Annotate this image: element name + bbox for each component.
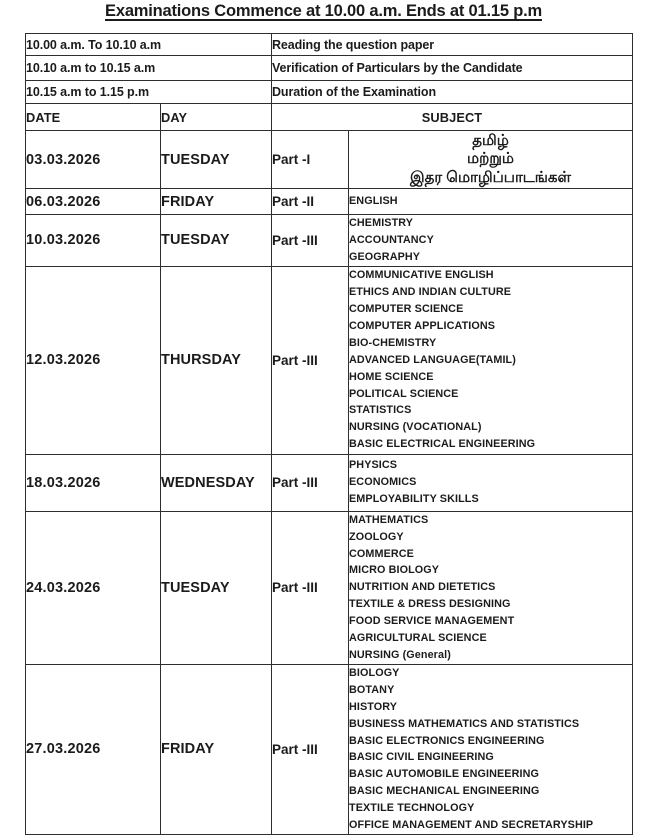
subject-line: PHYSICS [349,459,398,472]
exam-subjects [349,215,633,267]
schedule-row [26,189,633,215]
exam-day: WEDNESDAY [161,454,272,511]
subject-line: தமிழ் [472,131,509,149]
subject-line: CHEMISTRY [349,217,414,229]
exam-part: Part -III [272,215,349,267]
subject-line: AGRICULTURAL SCIENCE [349,632,487,645]
schedule-row [26,664,633,834]
info-row [26,81,633,104]
column-header-row [26,104,633,131]
info-description: Reading the question paper [272,34,633,56]
subject-line: BOTANY [349,683,395,696]
subject-line: COMMERCE [349,547,414,560]
exam-subjects [349,189,633,215]
subject-line: BASIC MECHANICAL ENGINEERING [349,785,540,798]
subject-line: NURSING (General) [349,648,451,661]
info-time: 10.00 a.m. To 10.10 a.m [26,34,272,56]
subject-line: ENGLISH [349,195,398,208]
info-description: Duration of the Examination [272,81,633,104]
exam-day: TUESDAY [161,215,272,267]
schedule-row [26,511,633,664]
subject-line: COMPUTER SCIENCE [349,303,464,316]
subject-line: ACCOUNTANCY [349,233,434,246]
info-row [26,34,633,56]
page-title-text: Examinations Commence at 10.00 a.m. Ends at 01.15 p.m [105,2,542,20]
exam-part: Part -III [272,454,349,511]
exam-part: Part -II [272,189,349,215]
exam-part: Part -I [272,131,349,189]
exam-date: 24.03.2026 [26,511,161,664]
subject-line: POLITICAL SCIENCE [349,387,459,400]
exam-subjects [349,511,633,664]
exam-subjects [349,664,633,834]
subject-line: HISTORY [349,700,398,713]
subject-line: MICRO BIOLOGY [349,564,440,577]
subject-line: ETHICS AND INDIAN CULTURE [349,286,512,299]
subject-line: STATISTICS [349,404,412,417]
subject-line: BASIC CIVIL ENGINEERING [349,751,494,764]
exam-day: TUESDAY [161,131,272,189]
exam-part: Part -III [272,266,349,454]
column-header-subject: SUBJECT [272,104,633,131]
subject-line: FOOD SERVICE MANAGEMENT [349,615,515,628]
page-title [0,2,647,21]
exam-date: 18.03.2026 [26,454,161,511]
subject-line: TEXTILE TECHNOLOGY [349,802,475,815]
info-time: 10.15 a.m to 1.15 p.m [26,81,272,104]
schedule-row [26,215,633,267]
subject-line: ECONOMICS [349,476,417,489]
subject-line: BASIC ELECTRONICS ENGINEERING [349,734,545,747]
schedule-row [26,454,633,511]
subject-line: BUSINESS MATHEMATICS AND STATISTICS [349,717,580,730]
subject-line: EMPLOYABILITY SKILLS [349,493,479,506]
exam-day: TUESDAY [161,511,272,664]
exam-day: FRIDAY [161,664,272,834]
exam-date: 12.03.2026 [26,266,161,454]
subject-line: OFFICE MANAGEMENT AND SECRETARYSHIP [349,819,594,832]
exam-day: THURSDAY [161,266,272,454]
subject-line: MATHEMATICS [349,513,429,526]
exam-subjects [349,131,633,189]
exam-part: Part -III [272,511,349,664]
subject-line: ZOOLOGY [349,530,404,543]
subject-line: மற்றும் [467,150,514,168]
exam-day: FRIDAY [161,189,272,215]
schedule-row [26,266,633,454]
subject-line: TEXTILE & DRESS DESIGNING [349,598,511,611]
subject-line: NURSING (VOCATIONAL) [349,421,482,434]
exam-date: 10.03.2026 [26,215,161,267]
info-row [26,56,633,81]
exam-date: 06.03.2026 [26,189,161,215]
subject-line: NUTRITION AND DIETETICS [349,581,496,594]
subject-line: HOME SCIENCE [349,370,434,383]
exam-subjects [349,454,633,511]
subject-line: GEOGRAPHY [349,250,421,263]
exam-date: 27.03.2026 [26,664,161,834]
subject-line: BIOLOGY [349,666,400,679]
column-header-date: DATE [26,104,161,131]
info-time: 10.10 a.m to 10.15 a.m [26,56,272,81]
schedule-row [26,131,633,189]
subject-line: COMMUNICATIVE ENGLISH [349,269,494,282]
subject-line: ADVANCED LANGUAGE(TAMIL) [349,353,516,366]
info-description: Verification of Particulars by the Candidate [272,56,633,81]
subject-line: இதர மொழிப்பாடங்கள் [410,168,571,186]
subject-line: BIO-CHEMISTRY [349,336,437,349]
column-header-day: DAY [161,104,272,131]
exam-part: Part -III [272,664,349,834]
subject-line: COMPUTER APPLICATIONS [349,319,496,332]
exam-subjects [349,266,633,454]
exam-timetable [25,33,633,835]
subject-line: BASIC AUTOMOBILE ENGINEERING [349,768,539,781]
exam-date: 03.03.2026 [26,131,161,189]
subject-line: BASIC ELECTRICAL ENGINEERING [349,438,536,451]
